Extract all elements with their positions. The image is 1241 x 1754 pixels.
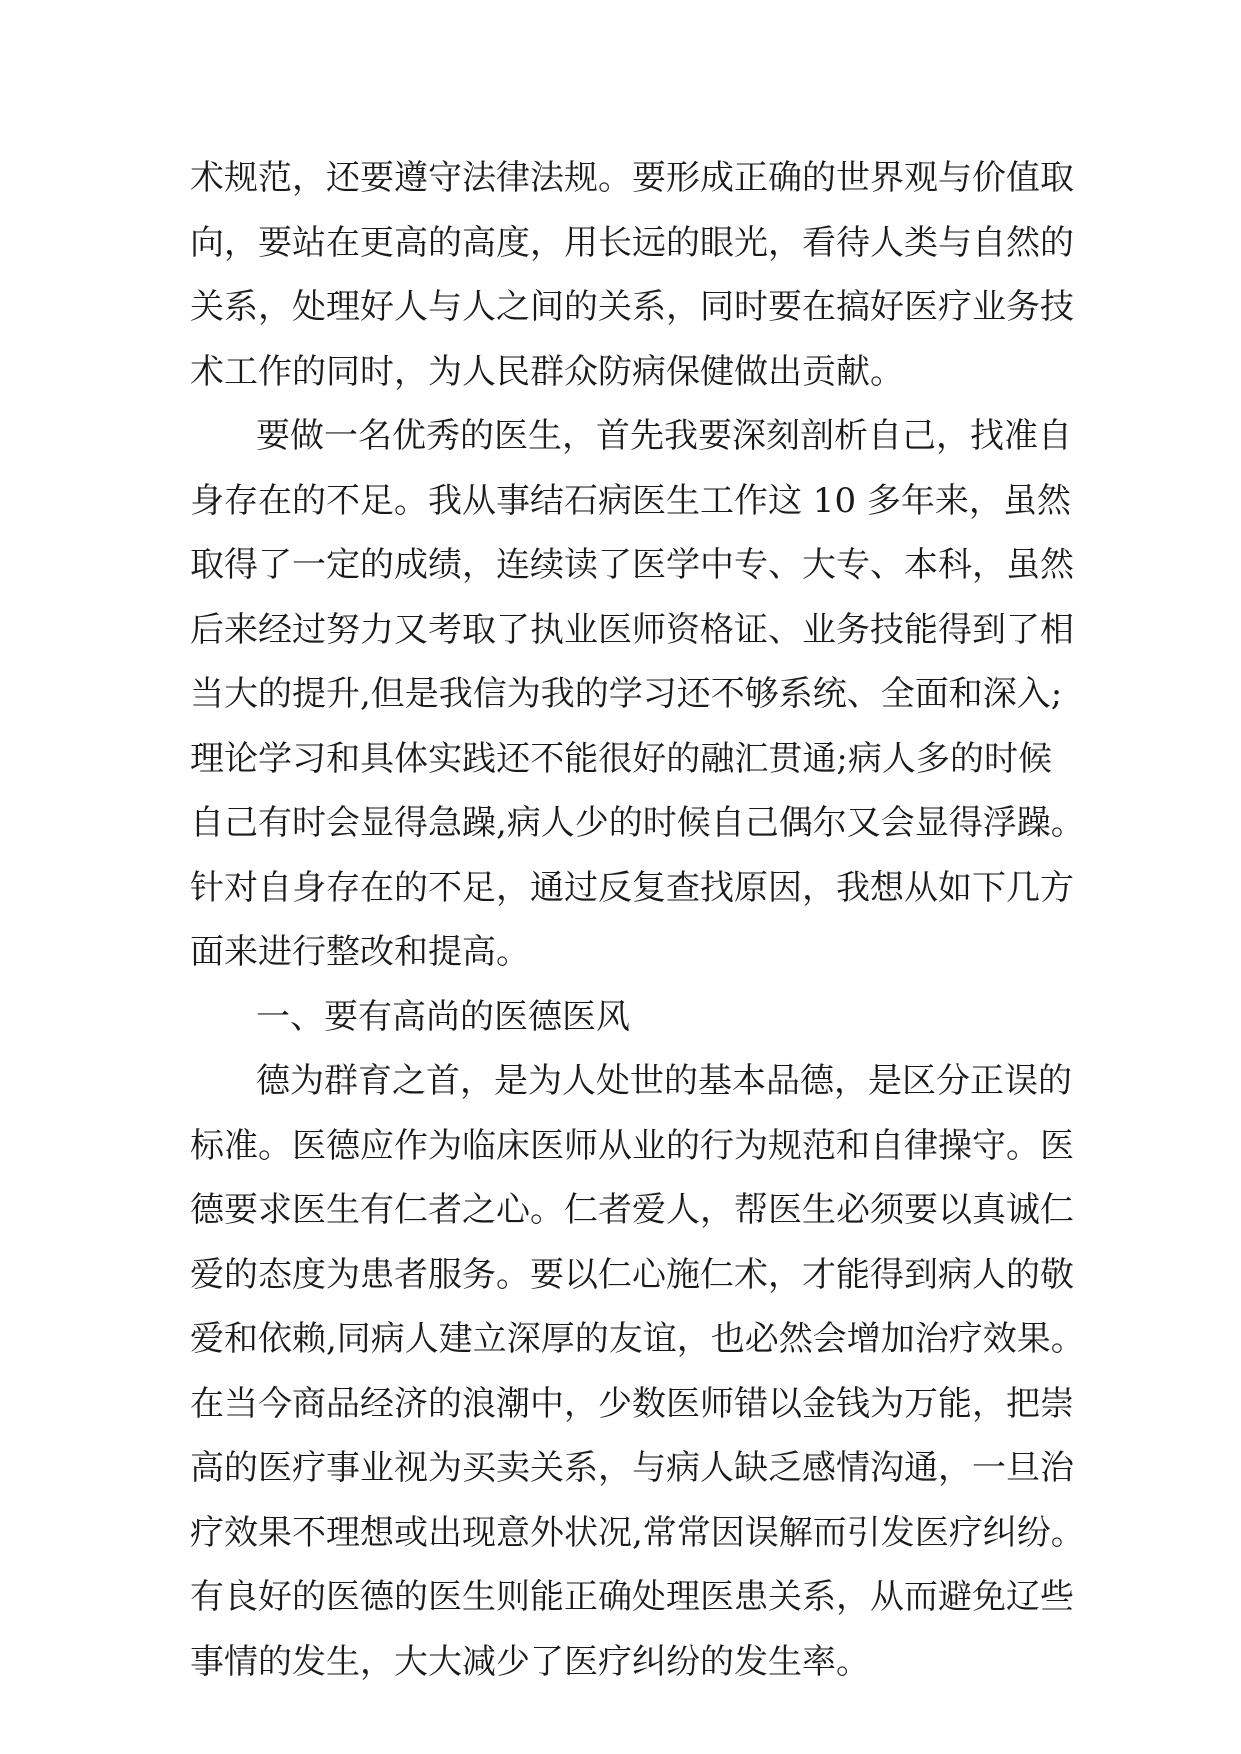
- text-line: 取得了一定的成绩，连续读了医学中专、大专、本科，虽然: [190, 545, 1074, 585]
- text-line: 后来经过努力又考取了执业医师资格证、业务技能得到了相: [190, 609, 1074, 650]
- text-line: 标准。医德应作为临床医师从业的行为规范和自律操守。医: [190, 1125, 1074, 1166]
- text-line: 德要求医生有仁者之心。仁者爱人，帮医生必须要以真诚仁: [190, 1190, 1074, 1230]
- paragraph: [190, 404, 1085, 985]
- text-line: 德为群育之首，是为人处世的基本品德，是区分正误的: [256, 1061, 1072, 1101]
- text-line: 理论学习和具体实践还不能很好的融汇贯通;病人多的时候: [190, 738, 1053, 779]
- text-line: 向，要站在更高的高度，用长远的眼光，看待人类与自然的: [190, 222, 1074, 263]
- text-line: 一、要有高尚的医德医风: [256, 996, 630, 1037]
- text-line: 爱和依赖,同病人建立深厚的友谊，也必然会增加治疗效果。: [190, 1319, 1085, 1359]
- text-line: 有良好的医德的医生则能正确处理医患关系，从而避免辽些: [190, 1577, 1074, 1617]
- text-line: 针对自身存在的不足，通过反复查找原因，我想从如下几方: [190, 867, 1074, 908]
- text-line: 爱的态度为患者服务。要以仁心施仁术，才能得到病人的敬: [190, 1254, 1074, 1295]
- text-line: 高的医疗事业视为买卖关系，与病人缺乏感情沟通，一旦治: [190, 1448, 1074, 1488]
- document-page: [190, 146, 1085, 1694]
- text-line: 术规范，还要遵守法律法规。要形成正确的世界观与价值取: [190, 158, 1074, 198]
- text-line: 要做一名优秀的医生，首先我要深刻剖析自己，找准自: [256, 416, 1072, 456]
- text-line: 疗效果不理想或出现意外状况,常常因误解而引发医疗纠纷。: [190, 1512, 1085, 1553]
- text-line: 身存在的不足。我从事结石病医生工作这 10 多年来，虽然: [190, 480, 1071, 521]
- paragraph: [190, 985, 1052, 1050]
- paragraph: [190, 1049, 1085, 1694]
- text-line: 面来进行整改和提高。: [190, 932, 530, 972]
- text-line: 在当今商品经济的浪潮中，少数医师错以金钱为万能，把崇: [190, 1383, 1074, 1424]
- text-line: 关系，处理好人与人之间的关系，同时要在搞好医疗业务技: [190, 287, 1074, 327]
- text-line: 术工作的同时，为人民群众防病保健做出贡献。: [190, 351, 904, 392]
- text-line: 事情的发生，大大减少了医疗纠纷的发生率。: [190, 1641, 870, 1682]
- paragraph: [190, 146, 1074, 404]
- text-line: 自己有时会显得急躁,病人少的时候自己偶尔又会显得浮躁。: [190, 803, 1085, 843]
- text-line: 当大的提升,但是我信为我的学习还不够系统、全面和深入;: [190, 674, 1063, 714]
